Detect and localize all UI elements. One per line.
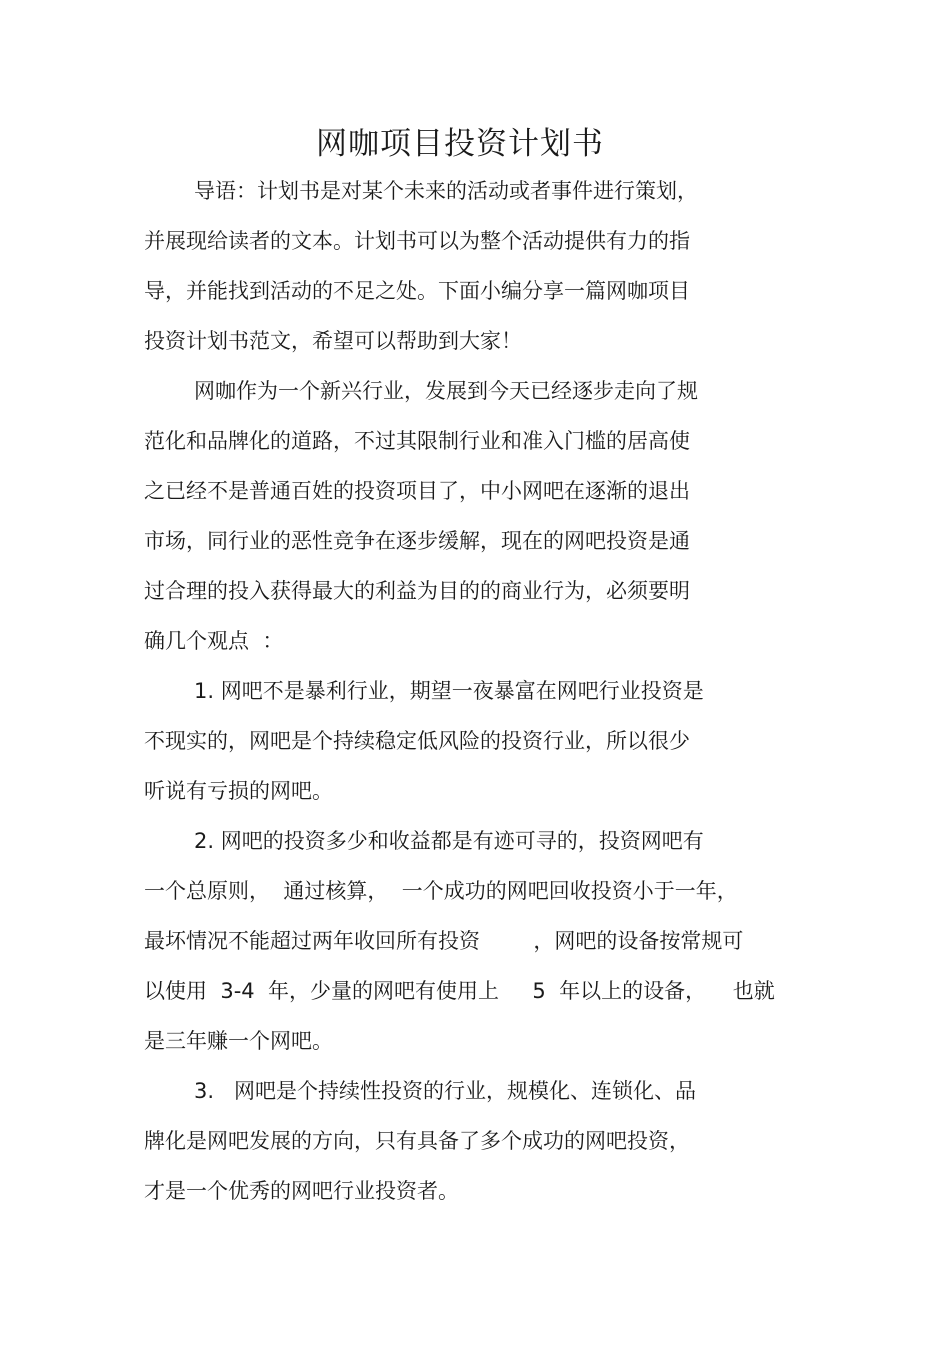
paragraph-line: 市场，同行业的恶性竞争在逐步缓解，现在的网吧投资是通 (144, 529, 690, 553)
paragraph-line: 之已经不是普通百姓的投资项目了，中小网吧在逐渐的退出 (144, 479, 690, 503)
paragraph-line: 投资计划书范文，希望可以帮助到大家！ (144, 329, 522, 353)
list-item-line: 以使用 3-4 年，少量的网吧有使用上 5 年以上的设备， 也就 (144, 979, 775, 1003)
paragraph-line: 过合理的投入获得最大的利益为目的的商业行为，必须要明 (144, 579, 690, 603)
list-item-line: 最坏情况不能超过两年收回所有投资 ，网吧的设备按常规可 (144, 929, 744, 953)
list-item-line: 2. 网吧的投资多少和收益都是有迹可寻的，投资网吧有 (194, 829, 704, 853)
document-title: 网咖项目投资计划书 (316, 126, 604, 162)
paragraph-line: 确几个观点 ： (144, 629, 284, 653)
paragraph-line: 网咖作为一个新兴行业，发展到今天已经逐步走向了规 (194, 379, 698, 403)
paragraph-line: 导，并能找到活动的不足之处。下面小编分享一篇网咖项目 (144, 279, 690, 303)
paragraph-line: 并展现给读者的文本。计划书可以为整个活动提供有力的指 (144, 229, 690, 253)
list-item-line: 一个总原则， 通过核算， 一个成功的网吧回收投资小于一年， (144, 879, 738, 903)
list-item-line: 听说有亏损的网吧。 (144, 779, 333, 803)
paragraph-line: 范化和品牌化的道路，不过其限制行业和准入门槛的居高使 (144, 429, 690, 453)
list-item-line: 1. 网吧不是暴利行业，期望一夜暴富在网吧行业投资是 (194, 679, 704, 703)
list-item-line: 不现实的，网吧是个持续稳定低风险的投资行业，所以很少 (144, 729, 690, 753)
paragraph-line: 导语：计划书是对某个未来的活动或者事件进行策划， (194, 179, 698, 203)
list-item-line: 是三年赚一个网吧。 (144, 1029, 333, 1053)
list-item-line: 牌化是网吧发展的方向，只有具备了多个成功的网吧投资， (144, 1129, 690, 1153)
list-item-line: 才是一个优秀的网吧行业投资者。 (144, 1179, 459, 1203)
list-item-line: 3. 网吧是个持续性投资的行业，规模化、连锁化、品 (194, 1079, 697, 1103)
